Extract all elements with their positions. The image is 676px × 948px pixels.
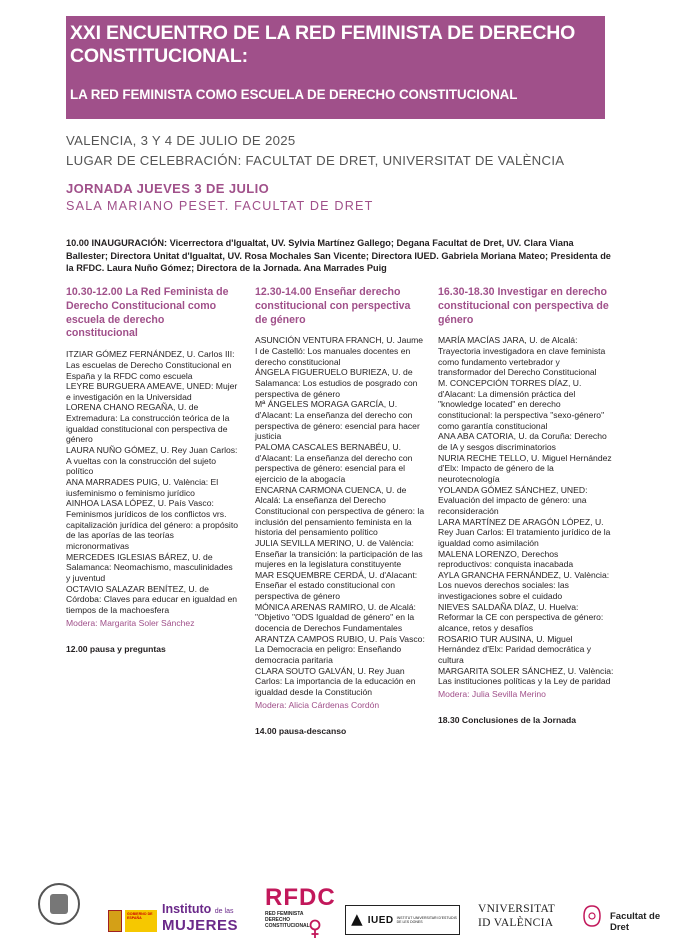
talk-item: ANA ABA CATORIA, U. da Coruña: Derecho de IA y sesgos discriminatorios — [438, 431, 607, 452]
day-room: SALA MARIANO PESET. FACULTAT DE DRET — [66, 199, 374, 213]
talk-list — [66, 349, 238, 615]
uv2-line1: VNIVERSITAT — [478, 903, 556, 915]
talk-item: MALENA LORENZO, Derechos reproductivos: conquista inacabada — [438, 548, 574, 570]
im-small: de las — [214, 908, 234, 915]
header-banner — [66, 16, 605, 119]
event-subtitle: LA RED FEMINISTA COMO ESCUELA DE DERECHO CONSTITUCIONAL — [70, 87, 518, 102]
session-title: 12.30-14.00 Enseñar derecho constitucional con perspectiva de género — [255, 286, 411, 326]
talk-item: ITZIAR GÓMEZ FERNÁNDEZ, U. Carlos III: Las escuelas de Derecho Constitucional en España y la RFDC como escuela — [66, 349, 235, 381]
rfdc-line3: CONSTITUCIONAL — [265, 923, 310, 929]
rfdc-line2: DERECHO — [265, 917, 291, 923]
iued-logo — [345, 905, 460, 939]
talk-item: Mª ÁNGELES MORAGA GARCÍA, U. d'Alacant: La enseñanza del derecho con perspectiva de género: esencial para hacer justicia — [255, 399, 420, 442]
im-bottom: MUJERES — [162, 917, 239, 934]
talk-item: ROSARIO TUR AUSINA, U. Miguel Hernández d'Elx: Paridad democrática y cultura — [438, 633, 592, 666]
talk-item: MERCEDES IGLESIAS BÁREZ, U. de Salamanca: Neomachismo, masculinidades y juventud — [66, 551, 233, 583]
iued-text: IUED — [367, 914, 394, 926]
instituto-mujeres-logo — [162, 902, 252, 933]
talk-item: OCTAVIO SALAZAR BENÍTEZ, U. de Córdoba: Claves para educar en igualdad en tiempos de la machoesfera — [66, 583, 238, 615]
talk-item: AYLA GRANCHA FERNÁNDEZ, U. València: Los nuevos derechos sociales: las investigaciones sobre el cuidado — [438, 569, 610, 602]
im-top: Instituto — [162, 902, 212, 916]
female-symbol-icon — [309, 919, 321, 939]
opening-session: 10.00 INAUGURACIÓN: Vicerrectora d'Igualtat, UV. Sylvia Martínez Gallego; Degana Facultat de Dret, UV. Clara Viana Ballester; Directora Unitat d'Igualtat, UV. Rosa Mochales San Vicente; Directora IUED. Gabriela Moriana Mateo; Presidenta de la RFDC. Laura Nuño Gómez; Directora de la Jornada. Ana Marrades Puig — [66, 238, 611, 274]
talk-item: LAURA NUÑO GÓMEZ, U. Rey Juan Carlos: A vueltas con la construcción del sujeto político — [66, 445, 238, 477]
day-title: JORNADA JUEVES 3 DE JULIO — [66, 181, 270, 196]
session-title: 10.30-12.00 La Red Feminista de Derecho Constitucional como escuela de derecho constitucional — [66, 286, 229, 340]
moderator: Modera: Alicia Cárdenas Cordón — [255, 699, 380, 710]
session-column-3 — [438, 286, 614, 725]
uv2-line2: ID VALÈNCIA — [478, 917, 554, 929]
talk-item: NURIA RECHE TELLO, U. Miguel Hernández d'Elx: Impacto de género de la neurotecnología — [438, 452, 612, 484]
event-title: XXI ENCUENTRO DE LA RED FEMINISTA DE DERECHO CONSTITUCIONAL: — [70, 22, 576, 67]
talk-item: YOLANDA GÓMEZ SÁNCHEZ, UNED: Evaluación del impacto de género: una reconsideración — [438, 484, 588, 516]
iued-sub: INSTITUT UNIVERSITARI D'ESTUDIS DE LES DONES — [396, 915, 457, 924]
rfdc-logo — [265, 885, 335, 929]
talk-item: ANA MARRADES PUIG, U. València: El iusfeminismo o feminismo jurídico — [66, 477, 219, 498]
moderator: Modera: Julia Sevilla Merino — [438, 689, 546, 700]
gobierno-logo — [108, 910, 160, 932]
seal-icon — [38, 883, 80, 925]
talk-item: AINHOA LASA LÓPEZ, U. País Vasco: Feminismos jurídicos de los conflictos vrs. capitalización jurídica del género: a propósito de las aporías de las teorías micronormativas — [66, 498, 238, 551]
session-title: 16.30-18.30 Investigar en derecho constitucional con perspectiva de género — [438, 286, 609, 326]
talk-item: M. CONCEPCIÓN TORRES DÍAZ, U. d'Alacant: La dimensión práctica del "knowledge located" en derecho constitucional: la perspectiva "sexo-género" como garantía constitucional — [438, 378, 605, 431]
talk-item: MÓNICA ARENAS RAMIRO, U. de Alcalá: "Objetivo "ODS Igualdad de género" en la docencia de Derechos Fundamentales — [255, 601, 416, 634]
talk-item: ASUNCIÓN VENTURA FRANCH, U. Jaume I de Castelló: Los manuales docentes en derecho constitucional — [255, 335, 424, 367]
talk-item: CLARA SOUTO GALVÁN, U. Rey Juan Carlos: La importancia de la educación en igualdad desde la Constitución — [255, 665, 416, 698]
talk-item: LEYRE BURGUERA AMEAVE, UNED: Mujer e investigación en la Universidad — [66, 381, 238, 402]
talk-item: ENCARNA CARMONA CUENCA, U. de Alcalá: La enseñanza del Derecho Constitucional con perspectiva de género: la inclusión del pensamiento feminista en la historia del pensamiento político — [255, 484, 425, 538]
uv-logo — [478, 902, 590, 930]
session-after: 14.00 pausa-descanso — [255, 725, 347, 736]
talk-item: LARA MARTÍNEZ DE ARAGÓN LÓPEZ, U. Rey Juan Carlos: El tratamiento jurídico de la igualdad como asimilación — [438, 516, 611, 548]
facultat-dret-logo: Facultat de Dret — [610, 911, 661, 933]
talk-item: NIEVES SALDAÑA DÍAZ, U. Huelva: Reformar la CE con perspectiva de género: alcance, retos y desafíos — [438, 601, 604, 634]
logo-strip — [0, 880, 676, 948]
talk-item: MARGARITA SOLER SÁNCHEZ, U. València: Las instituciones políticas y la Ley de paridad — [438, 665, 614, 687]
session-column-1 — [66, 286, 238, 654]
talk-item: MAR ESQUEMBRE CERDÁ, U. d'Alacant: Enseñar el estado constitucional con perspectiva de género — [255, 569, 418, 602]
talk-item: LORENA CHANO REGAÑA, U. de Extremadura: La construcción teórica de la igualdad constitucional con perspectiva de género — [66, 402, 230, 445]
session-column-2 — [255, 286, 425, 736]
talk-list — [438, 335, 614, 687]
talk-item: PALOMA CASCALES BERNABÉU, U. d'Alacant: La enseñanza del derecho con perspectiva de género: esencial para el ejercicio de la abogacía — [255, 441, 413, 484]
event-venue: LUGAR DE CELEBRACIÓN: FACULTAT DE DRET, UNIVERSITAT DE VALÈNCIA — [66, 153, 565, 168]
talk-item: ARANTZA CAMPOS RUBIO, U. País Vasco: La Democracia en peligro: Enseñando democracia paritaria — [255, 633, 425, 666]
uv-emblem-icon — [582, 904, 602, 928]
iued-emblem-icon — [349, 909, 365, 931]
session-after: 18.30 Conclusiones de la Jornada — [438, 715, 577, 726]
gobierno-label: GOBIERNO DE ESPAÑA — [125, 910, 157, 932]
talk-list — [255, 335, 425, 697]
event-date: VALENCIA, 3 Y 4 DE JULIO DE 2025 — [66, 133, 296, 148]
coat-of-arms-icon — [108, 910, 122, 932]
rfdc-line1: RED FEMINISTA — [265, 911, 304, 917]
rfdc-main: RFDC — [265, 884, 336, 911]
moderator: Modera: Margarita Soler Sánchez — [66, 617, 195, 628]
session-after: 12.00 pausa y preguntas — [66, 643, 166, 654]
talk-item: MARÍA MACÍAS JARA, U. de Alcalá: Trayectoria investigadora en clave feminista como fundamento vertebrador y transformador del Derecho Constitucional — [438, 335, 606, 378]
uv-seal-logo — [25, 883, 93, 945]
talk-item: ÁNGELA FIGUERUELO BURIEZA, U. de Salamanca: Los estudios de posgrado con perspectiva de género — [255, 367, 418, 399]
talk-item: JULIA SEVILLA MERINO, U. de València: Enseñar la transición: la participación de las mujeres en la legislatura constituyente — [255, 537, 423, 570]
